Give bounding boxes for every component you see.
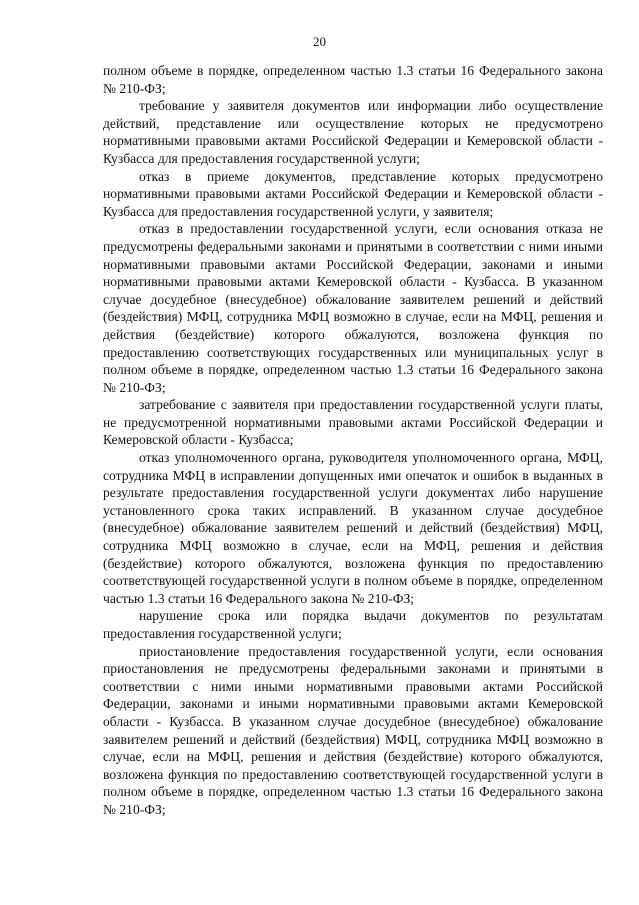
- paragraph-continuation: полном объеме в порядке, определенном частью 1.3 статьи 16 Федерального закона № 210-ФЗ;: [103, 63, 603, 96]
- paragraph-refusal-service: отказ в предоставлении государственной услуги, если основания отказа не предусмотрены федеральными законами и принятыми в соответствии с ними иными нормативными правовыми актами Российской Федерации, законами и иными нормативными правовыми актами Кемеровской области - Кузбасса. В указанном случае досудебное (внесудебное) обжалование заявителем решений и действий (бездействия) МФЦ, сотрудника МФЦ возможно в случае, если на МФЦ, решения и действия (бездействие) которого обжалуются, возложена функция по предоставлению соответствующих государственных или муниципальных услуг в полном объеме в порядке, определенном частью 1.3 статьи 16 Федерального закона № 210-ФЗ;: [103, 221, 603, 395]
- paragraph-issuance-violation: нарушение срока или порядка выдачи документов по результатам предоставления государственной услуги;: [103, 608, 603, 641]
- paragraph-refusal-acceptance: отказ в приеме документов, представление которых предусмотрено нормативными правовыми актами Российской Федерации и Кемеровской области - Кузбасса для предоставления государственной услуги, у заявителя;: [103, 168, 603, 219]
- paragraph-fee-demand: затребование с заявителя при предоставлении государственной услуги платы, не предусмотренной нормативными правовыми актами Российской Федерации и Кемеровской области - Кузбасса;: [103, 397, 603, 448]
- paragraph-document-request: требование у заявителя документов или информации либо осуществление действий, представление или осуществление которых не предусмотрено нормативными правовыми актами Российской Федерации и Кемеровской области - Кузбасса для предоставления государственной услуги;: [103, 98, 603, 166]
- paragraph-error-correction: отказ уполномоченного органа, руководителя уполномоченного органа, МФЦ, сотрудника МФЦ в исправлении допущенных ими опечаток и ошибок в выданных в результате предоставления государственной услуги документах либо нарушение установленного срока таких исправлений. В указанном случае досудебное (внесудебное) обжалование заявителем решений и действий (бездействия) МФЦ, сотрудника МФЦ возможно в случае, если на МФЦ, решения и действия (бездействие) которого обжалуются, возложена функция по предоставлению соответствующей государственной услуги в полном объеме в порядке, определенном частью 1.3 статьи 16 Федерального закона № 210-ФЗ;: [103, 450, 603, 606]
- paragraph-suspension: приостановление предоставления государственной услуги, если основания приостановления не предусмотрены федеральными законами и принятыми в соответствии с ними иными нормативными правовыми актами Российской Федерации, законами и иными нормативными правовыми актами Кемеровской области - Кузбасса. В указанном случае досудебное (внесудебное) обжалование заявителем решений и действий (бездействия) МФЦ, сотрудника МФЦ возможно в случае, если на МФЦ, решения и действия (бездействие) которого обжалуются, возложена функция по предоставлению соответствующей государственной услуги в полном объеме в порядке, определенном частью 1.3 статьи 16 Федерального закона № 210-ФЗ;: [103, 643, 603, 817]
- document-body: [103, 62, 603, 819]
- page-number: 20: [313, 34, 326, 49]
